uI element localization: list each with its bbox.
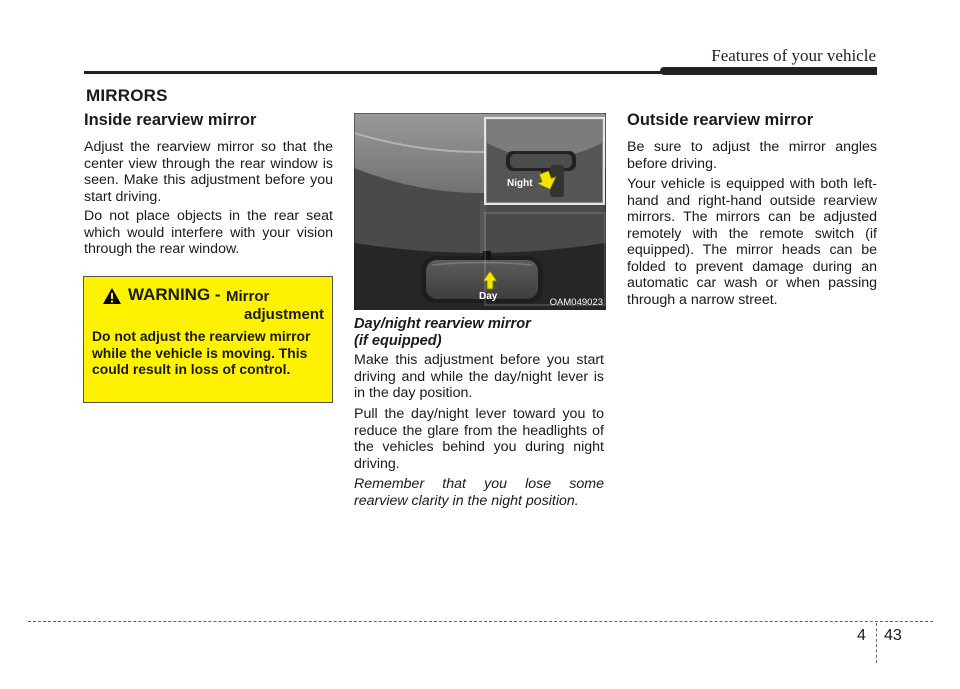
header-rule	[84, 71, 662, 74]
warning-subject-line-2: adjustment	[244, 306, 325, 323]
outside-mirror-paragraph-2: Your vehicle is equipped with both left-hand and right-hand outside rearview mirrors. The mirrors can be adjusted remotely with the remote switch (if equipped). The mirror heads can be folded to prevent damage during an automatic car wash or when passing through a narrow street.	[627, 176, 877, 308]
running-header: Features of your vehicle	[711, 46, 876, 65]
page-number: 43	[884, 627, 902, 644]
footer-rule	[28, 621, 933, 622]
outside-mirror-paragraph-1: Be sure to adjust the mirror angles before driving.	[627, 139, 877, 172]
inside-mirror-paragraph-1: Adjust the rearview mirror so that the center view through the rear window is seen. Make this adjustment before you start driving.	[84, 139, 333, 205]
mirror-illustration	[354, 113, 606, 310]
daynight-heading-line-1: Day/night rearview mirror	[354, 316, 531, 332]
inside-mirror-heading: Inside rearview mirror	[84, 111, 257, 129]
warning-body: Do not adjust the rearview mirror while the vehicle is moving. This could result in loss of control.	[92, 328, 311, 377]
mirror-photo	[354, 113, 606, 310]
daynight-heading-line-2: (if equipped)	[354, 332, 442, 349]
warning-box	[83, 276, 333, 403]
header-tab-bar	[660, 67, 877, 75]
page-number-separator	[876, 623, 877, 663]
warning-triangle-icon	[102, 287, 122, 305]
chapter-number: 4	[857, 627, 866, 644]
figure-code: OAM049023	[549, 297, 603, 308]
daynight-paragraph-3: Remember that you lose some rearview clarity in the night position.	[354, 476, 604, 509]
daynight-paragraph-2: Pull the day/night lever toward you to reduce the glare from the headlights of the vehicles behind you during night driving.	[354, 406, 604, 472]
warning-label: WARNING -	[128, 285, 221, 304]
outside-mirror-heading: Outside rearview mirror	[627, 111, 814, 129]
night-label: Night	[507, 178, 533, 189]
daynight-mirror-heading	[354, 316, 531, 349]
warning-subject-line-1: Mirror	[226, 288, 270, 305]
section-title: MIRRORS	[86, 86, 168, 105]
daynight-paragraph-1: Make this adjustment before you start driving and while the day/night lever is in the day position.	[354, 352, 604, 401]
day-label: Day	[479, 291, 498, 302]
inside-mirror-paragraph-2: Do not place objects in the rear seat which would interfere with your vision through the rear window.	[84, 208, 333, 257]
